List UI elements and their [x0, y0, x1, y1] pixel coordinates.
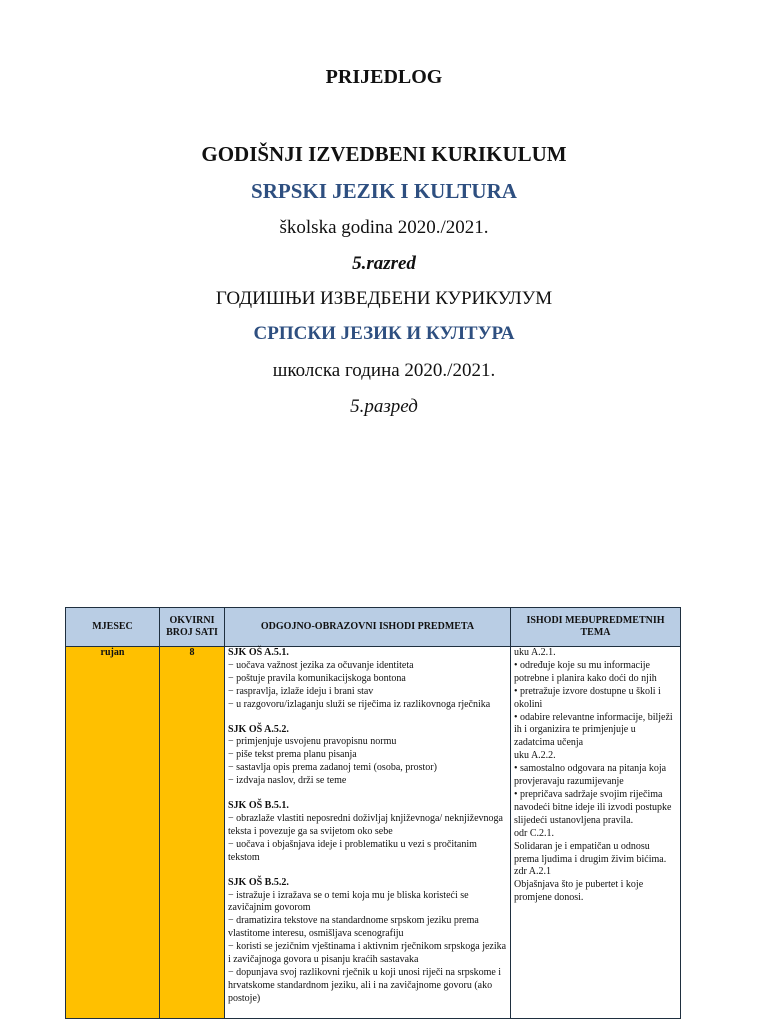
- cross-curricular-item: • pretražuje izvore dostupne u školi i okolini: [514, 685, 661, 710]
- table-row: [66, 647, 681, 1019]
- month-cell: rujan: [66, 647, 160, 1019]
- outcome-item: − obrazlaže vlastiti neposredni doživljaj književnoga/ neknjiževnoga teksta i povezuje ga sa svijetom oko sebe: [228, 812, 503, 837]
- cross-curricular-item: • odabire relevantne informacije, bilježi ih i organizira te primjenjuje u zadatcima učenja: [514, 711, 673, 749]
- header-outcomes: ODGOJNO-OBRAZOVNI ISHODI PREDMETA: [225, 608, 511, 647]
- curriculum-table: [65, 607, 681, 1019]
- outcome-item: − koristi se jezičnim vještinama i aktivnim rječnikom srpskoga jezika i zavičajnoga govora u pisanju kraćih sastavaka: [228, 941, 507, 966]
- outcome-group: [228, 800, 507, 865]
- cross-curricular-item: • određuje koje su mu informacije potrebne i planira kako doći do njih: [514, 659, 657, 684]
- outcome-item: − u razgovoru/izlaganju služi se riječima iz razlikovnoga rječnika: [228, 698, 491, 710]
- outcome-item: − raspravlja, izlaže ideju i brani stav: [228, 685, 374, 697]
- cross-curricular-item: Objašnjava što je pubertet i koje promjene donosi.: [514, 879, 644, 904]
- grade-latin: 5.razred: [352, 253, 416, 274]
- outcome-code: SJK OŠ B.5.2.: [228, 876, 289, 888]
- outcomes-cell: [225, 647, 511, 1019]
- outcome-item: − sastavlja opis prema zadanoj temi (osoba, prostor): [228, 762, 437, 774]
- outcome-item: − istražuje i izražava se o temi koja mu je bliska koristeći se zavičajnim govorom: [228, 889, 469, 914]
- header-cross-curricular: ISHODI MEĐUPREDMETNIH TEMA: [511, 608, 681, 647]
- title-prijedlog: PRIJEDLOG: [325, 66, 443, 88]
- outcome-group: [228, 647, 507, 712]
- cross-curricular-item: • prepričava sadržaje svojim riječima navodeći bitne ideje ili izvodi postupke slijedeći ustanovljena pravila.: [514, 788, 672, 826]
- outcome-item: − dramatizira tekstove na standardnome srpskom jeziku prema vlastitome interesu, osmišljava scenografiju: [228, 915, 479, 940]
- school-year-cyrillic: школска година 2020./2021.: [272, 360, 496, 381]
- header-month: MJESEC: [66, 608, 160, 647]
- outcome-item: − izdvaja naslov, drži se teme: [228, 775, 347, 787]
- outcome-item: − piše tekst prema planu pisanja: [228, 749, 357, 761]
- outcome-item: − poštuje pravila komunikacijskoga bontona: [228, 672, 406, 684]
- cross-curricular-item: zdr A.2.1: [514, 866, 551, 878]
- cross-curricular-item: odr C.2.1.: [514, 827, 554, 839]
- outcome-group: [228, 724, 507, 789]
- outcome-item: − primjenjuje usvojenu pravopisnu normu: [228, 736, 397, 748]
- cross-curricular-item: • samostalno odgovara na pitanja koja provjeravaju razumijevanje: [514, 763, 667, 788]
- subject-latin: SRPSKI JEZIK I KULTURA: [251, 179, 517, 203]
- outcome-code: SJK OŠ A.5.2.: [228, 723, 289, 735]
- outcome-item: − uočava i objašnjava ideje i problematiku u vezi s pročitanim tekstom: [228, 838, 477, 863]
- outcome-code: SJK OŠ B.5.1.: [228, 800, 289, 812]
- subject-cyrillic: СРПСКИ ЈЕЗИК И КУЛТУРА: [253, 323, 515, 344]
- cross-curricular-item: uku A.2.1.: [514, 647, 556, 658]
- title-curriculum-cyrillic: ГОДИШЊИ ИЗВЕДБЕНИ КУРИКУЛУМ: [215, 288, 553, 309]
- grade-cyrillic: 5.разред: [350, 396, 418, 417]
- header-hours: OKVIRNI BROJ SATI: [160, 608, 225, 647]
- title-curriculum-latin: GODIŠNJI IZVEDBENI KURIKULUM: [201, 142, 567, 166]
- table-header-row: [66, 608, 681, 647]
- cross-curricular-item: Solidaran je i empatičan u odnosu prema ljudima i drugim živim bićima.: [514, 840, 667, 865]
- school-year-latin: školska godina 2020./2021.: [279, 217, 489, 238]
- hours-cell: 8: [160, 647, 225, 1019]
- outcome-item: − dopunjava svoj razlikovni rječnik u koji unosi riječi na srpskome i hrvatskome standardnom jeziku, ali i na zavičajnome govoru (ako postoje): [228, 966, 502, 1004]
- cross-curricular-cell: [511, 647, 681, 1019]
- cross-curricular-item: uku A.2.2.: [514, 750, 556, 762]
- outcome-group: [228, 877, 507, 1006]
- outcome-code: SJK OŠ A.5.1.: [228, 647, 289, 658]
- outcome-item: − uočava važnost jezika za očuvanje identiteta: [228, 659, 414, 671]
